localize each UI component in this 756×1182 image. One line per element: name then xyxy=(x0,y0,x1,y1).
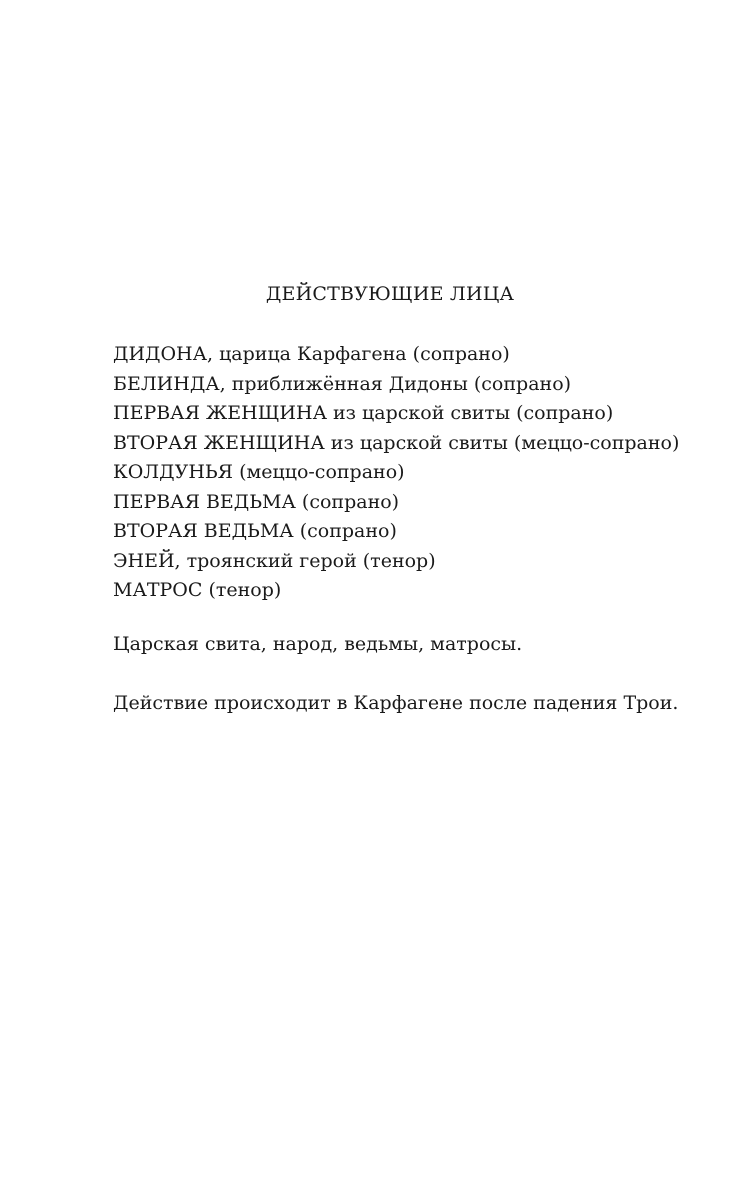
cast-heading: ДЕЙСТВУЮЩИЕ ЛИЦА xyxy=(265,283,515,305)
cast-item-belinda: БЕЛИНДА, приближённая Дидоны (сопрано) xyxy=(113,372,572,395)
cast-item-first-woman: ПЕРВАЯ ЖЕНЩИНА из царской свиты (сопрано) xyxy=(113,402,614,424)
cast-item-sorceress: КОЛДУНЬЯ (меццо-сопрано) xyxy=(113,461,405,483)
cast-item-aeneas: ЭНЕЙ, троянский герой (тенор) xyxy=(113,549,436,572)
cast-item-dido: ДИДОНА, царица Карфагена (сопрано) xyxy=(113,343,510,365)
retinue-note: Царская свита, народ, ведьмы, матросы. xyxy=(113,633,523,655)
cast-item-first-witch: ПЕРВАЯ ВЕДЬМА (сопрано) xyxy=(113,490,400,513)
setting-note: Действие происходит в Карфагене после падения Трои. xyxy=(113,692,679,714)
cast-item-second-witch: ВТОРАЯ ВЕДЬМА (сопрано) xyxy=(113,520,397,542)
cast-list xyxy=(113,340,679,606)
cast-item-sailor: МАТРОС (тенор) xyxy=(113,579,282,601)
cast-item-second-woman: ВТОРАЯ ЖЕНЩИНА из царской свиты (меццо-сопрано) xyxy=(113,431,680,454)
